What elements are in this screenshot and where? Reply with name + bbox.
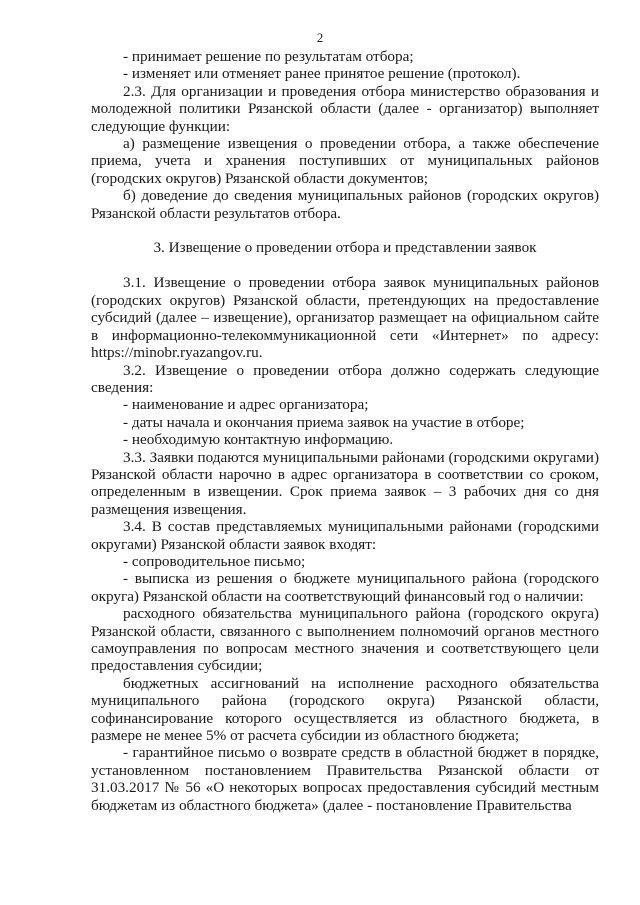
list-item: - наименование и адрес организатора; (123, 396, 369, 414)
paragraph: - принимает решение по результатам отбора; (123, 48, 414, 65)
paragraph: 3.2. Извещение о проведении отбора должно содержать следующие сведения: (91, 361, 599, 396)
paragraph: 3.1. Извещение о проведении отбора заявок муниципальных районов (городских округов) Рязанской области, претендующих на предоставление субсидий (далее – извещение), организатор размещает на официальном сайте в информационно-телекоммуникационной сети «Интернет» по адресу: https://minobr.ryazangov.ru. (91, 274, 599, 362)
list-item: - сопроводительное письмо; (123, 552, 306, 570)
page-number: 2 (316, 30, 324, 45)
spacer (91, 222, 599, 239)
paragraph: б) доведение до сведения муниципальных районов (городских округов) Рязанской области результатов отбора. (91, 187, 599, 222)
section-heading: 3. Извещение о проведении отбора и представлении заявок (153, 239, 537, 257)
spacer (91, 256, 599, 274)
paragraph: а) размещение извещения о проведении отбора, а также обеспечение приема, учета и хранения поступивших от муниципальных районов (городских округов) Рязанской области документов; (91, 135, 599, 187)
list-item: - гарантийное письмо о возврате средств в областной бюджет в порядке, установленном постановлением Правительства Рязанской области от 31.03.2017 № 56 «О некоторых вопросах предоставления субсидий местным бюджетам из областного бюджета» (далее - постановление Правительства (91, 744, 599, 814)
paragraph: расходного обязательства муниципального района (городского округа) Рязанской области, связанного с выполнением полномочий органов местного самоуправления по вопросам местного значения и соответствующего цели предоставления субсидии; (91, 605, 599, 675)
paragraph: бюджетных ассигнований на исполнение расходного обязательства муниципального района (городского округа) Рязанской области, софинансирование которого осуществляется из областного бюджета, в размере не менее 5% от расчета субсидии из областного бюджета; (91, 674, 599, 745)
list-item: - необходимую контактную информацию. (123, 431, 394, 449)
document-body (91, 48, 599, 814)
paragraph: 3.3. Заявки подаются муниципальными районами (городскими округами) Рязанской области нарочно в адрес организатора в соответствии со сроком, определенным в извещении. Срок приема заявок – 3 рабочих дня со дня размещения извещения. (91, 448, 599, 518)
paragraph: - изменяет или отменяет ранее принятое решение (протокол). (123, 65, 521, 83)
paragraph: 3.4. В состав представляемых муниципальными районами (городскими округами) Рязанской области заявок входят: (91, 518, 599, 553)
paragraph: 2.3. Для организации и проведения отбора министерство образования и молодежной политики Рязанской области (далее - организатор) выполняет следующие функции: (91, 82, 599, 135)
list-item: - выписка из решения о бюджете муниципального района (городского округа) Рязанской области на соответствующий финансовый год о наличии: (91, 570, 599, 605)
list-item: - даты начала и окончания приема заявок на участие в отборе; (123, 413, 525, 431)
